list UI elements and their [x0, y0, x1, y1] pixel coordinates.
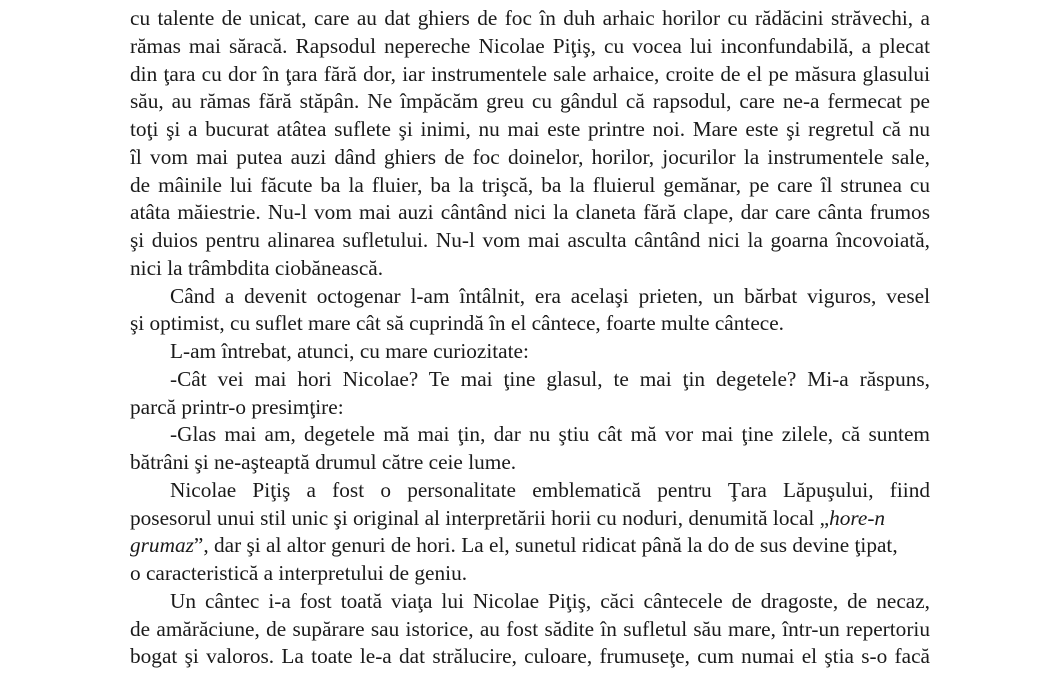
text-line: atâta măiestrie. Nu-l vom mai auzi cântând nici la claneta fără clape, dar care cânta frumos — [130, 200, 930, 225]
text-line: Când a devenit octogenar l-am întâlnit, era acelaşi prieten, un bărbat viguros, vesel — [170, 283, 930, 308]
text-line: o caracteristică a interpretului de geniu. — [130, 561, 468, 585]
text-line: cu talente de unicat, care au dat ghiers de foc în duh arhaic horilor cu rădăcini străvechi, a — [130, 6, 930, 30]
text-line: şi optimist, cu suflet mare cât să cuprindă în el cântece, foarte multe cântece. — [130, 311, 785, 336]
text-line: îl vom mai putea auzi dând ghiers de foc doinelor, horilor, jocurilor la instrumentele sale, — [130, 144, 930, 169]
text-line: Un cântec i-a fost toată viaţa lui Nicolae Piţiş, căci cântecele de dragoste, de necaz, — [170, 588, 930, 613]
text-line: bogat şi valoros. La toate le-a dat strălucire, culoare, frumuseţe, cum numai el ştia s-o facă — [130, 644, 930, 669]
text-line: şi duios pentru alinarea sufletului. Nu-l vom mai asculta cântând nici la goarna încovoiată, — [130, 228, 930, 252]
text-line — [130, 532, 930, 560]
text-line: bătrâni şi ne-aşteaptă drumul către ceie lume. — [130, 450, 517, 474]
italic-term: hore-n — [829, 505, 886, 530]
text-line: toţi şi a bucurat atâtea suflete şi inimi, nu mai este printre noi. Mare este şi regretul că nu — [130, 117, 930, 141]
text-line: nici la trâmbdita ciobănească. — [130, 255, 384, 280]
text-line — [130, 505, 930, 533]
text-line-main: posesorul unui stil unic şi original al interpretării horii cu noduri, denumită local „ — [130, 505, 830, 530]
text-line: din ţara cu dor în ţara fără dor, iar instrumentele sale arhaice, croite de el pe măsura glasului — [130, 61, 930, 86]
text-line: -Glas mai am, degetele mă mai ţin, dar nu ştiu cât mă vor mai ţine zilele, că suntem — [170, 422, 930, 447]
text-line-rest: ”, dar şi al altor genuri de hori. La el, sunetul ridicat până la do de sus devine ţipat, — [193, 533, 898, 558]
text-line: rămas mai săracă. Rapsodul nepereche Nicolae Piţiş, cu vocea lui inconfundabilă, a plecat — [130, 33, 930, 58]
text-line: parcă printr-o presimţire: — [130, 394, 344, 419]
text-line: L-am întrebat, atunci, cu mare curiozitate: — [170, 339, 529, 363]
text-line: Nicolae Piţiş a fost o personalitate emblematică pentru Ţara Lăpuşului, fiind — [170, 477, 930, 502]
text-line: său, au rămas fără stăpân. Ne împăcăm greu cu gândul că rapsodul, care ne-a fermecat pe — [130, 89, 930, 114]
document-text — [130, 0, 930, 671]
text-line: -Cât vei mai hori Nicolae? Te mai ţine glasul, te mai ţin degetele? Mi-a răspuns, — [170, 366, 930, 391]
text-line: de mâinile lui făcute ba la fluier, ba la trişcă, ba la fluierul gemănar, pe care îl strunea cu — [130, 172, 930, 197]
text-line: de amărăciune, de supărare sau istorice, au fost sădite în sufletul său mare, într-un repertoriu — [130, 616, 930, 641]
italic-term: grumaz — [130, 533, 194, 558]
